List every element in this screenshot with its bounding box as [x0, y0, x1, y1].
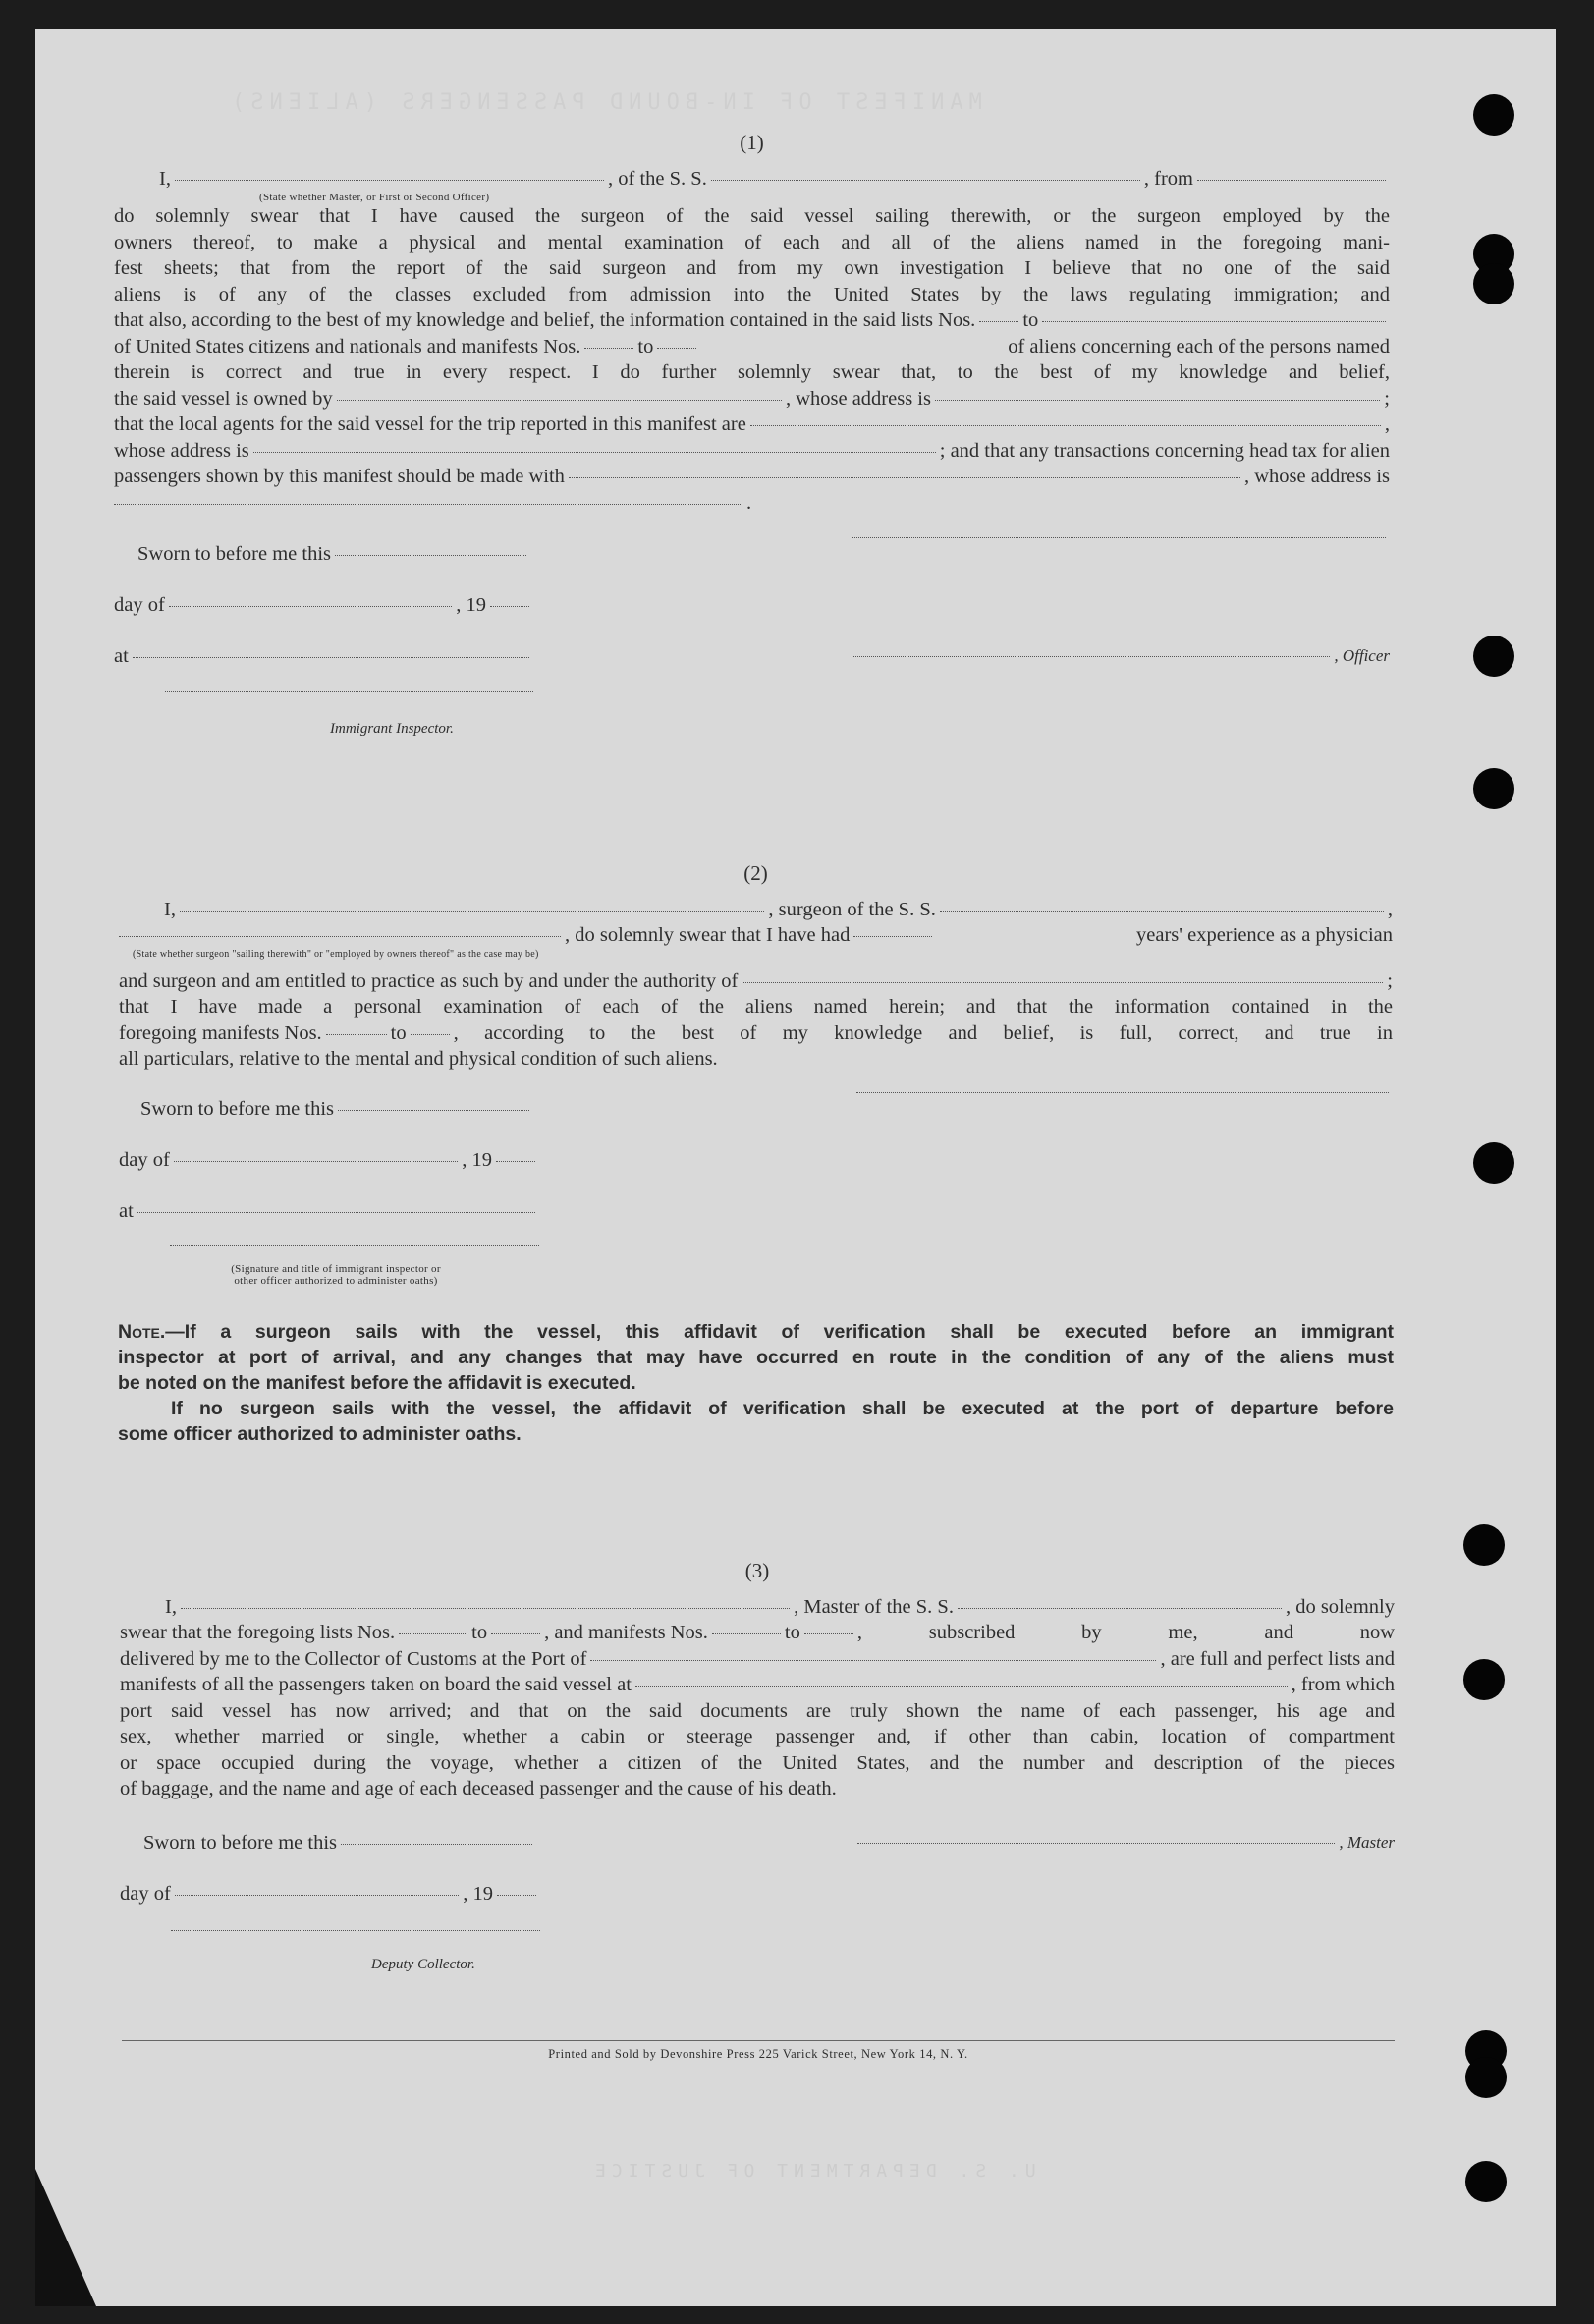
- folded-corner: [35, 2169, 96, 2306]
- departure-port-field[interactable]: [1197, 180, 1386, 181]
- owner-address-field[interactable]: [935, 400, 1380, 401]
- day-of-field[interactable]: [169, 606, 452, 607]
- year-field[interactable]: [490, 606, 529, 607]
- surgeon-signature-field[interactable]: [856, 1092, 1389, 1093]
- section-1: (1) I, , of the S. S. , from (State whether Master, or First or Second Officer) do solemnly swear that I have caused the surgeon of the said vessel sailing therewith, or the surgeon employed by the owners thereof, to make a physical and mental examination of each and all of the aliens named in the foregoing mani- fest sheets; that from the report of the said surgeon and from my own investigation I believe that no one of the said aliens is of any of the classes excluded from admission into the United States by the laws regulating immigration; and that also, according to the best of my knowledge and belief, the information contained in the said lists Nos. to of United States citizens and nationals and manifests Nos. to of aliens concerning each of the persons named therein is correct and true in every respect. I do further solemnly swear that, to the best of my knowledge and belief, the said vessel is owned by , whose address is ; that the local agents for the said vessel for the trip reported in this manifest are , whose address is ; and that any transactions concerning head tax for alien passengers shown by this manifest should be made with , whose address is . Sworn to before me this day of , 19 at , Officer Immigrant Inspector.: [114, 130, 1390, 743]
- vessel-owner-field[interactable]: [337, 400, 782, 401]
- punch-hole: [1473, 768, 1514, 809]
- surgeon-manifests-to-field[interactable]: [411, 1034, 450, 1035]
- surgeon-name-field[interactable]: [180, 911, 764, 912]
- bleed-through-text: MANIFEST OF IN-BOUND PASSENGERS (ALIENS): [226, 90, 982, 115]
- officer-rank-hint: (State whether Master, or First or Second Officer): [259, 192, 490, 203]
- manifests-nos-to-field[interactable]: [657, 348, 696, 349]
- deputy-collector-signature-field[interactable]: [171, 1930, 540, 1931]
- deputy-collector-label: Deputy Collector.: [371, 1956, 475, 1972]
- section-1-number: (1): [740, 131, 764, 154]
- at-place-field[interactable]: [133, 657, 529, 658]
- bleed-through-text-bottom: U. S. DEPARTMENT OF JUSTICE: [589, 2161, 1036, 2182]
- vessel-name-field[interactable]: [711, 180, 1140, 181]
- local-agents-field[interactable]: [750, 425, 1381, 426]
- boarding-port-field[interactable]: [635, 1686, 1288, 1687]
- officer-title-field[interactable]: [852, 656, 1330, 657]
- punch-hole: [1473, 1142, 1514, 1184]
- footer: [122, 2040, 1395, 2062]
- master-sworn-date-field[interactable]: [341, 1844, 532, 1845]
- master-day-of-field[interactable]: [175, 1895, 459, 1896]
- lists-nos-from-field[interactable]: [979, 321, 1018, 322]
- punch-hole: [1473, 263, 1514, 304]
- head-tax-address-field[interactable]: [114, 504, 742, 505]
- printer-imprint: Printed and Sold by Devonshire Press 225 Varick Street, New York 14, N. Y.: [548, 2047, 968, 2061]
- master-name-field[interactable]: [181, 1608, 790, 1609]
- surgeon-status-hint: (State whether surgeon "sailing therewith" or "employed by owners thereof" as the case may be): [133, 948, 539, 960]
- punch-hole: [1465, 2057, 1507, 2098]
- section-3-signatures: Sworn to before me this , Master day of , 19: [120, 1820, 1395, 1948]
- punch-hole: [1463, 1524, 1505, 1566]
- punch-hole: [1473, 94, 1514, 136]
- section-1-signatures: Sworn to before me this day of , 19 at , Officer: [114, 531, 1390, 718]
- master-lists-to-field[interactable]: [491, 1633, 540, 1634]
- inspector-label: Immigrant Inspector.: [330, 721, 454, 737]
- officer-signature-field[interactable]: [852, 537, 1386, 538]
- master-lists-from-field[interactable]: [399, 1633, 467, 1634]
- punch-hole: [1465, 2161, 1507, 2202]
- punch-hole: [1463, 1659, 1505, 1700]
- surgeon-day-of-field[interactable]: [174, 1161, 458, 1162]
- surgeon-sworn-date-field[interactable]: [338, 1110, 529, 1111]
- manifests-nos-from-field[interactable]: [584, 348, 633, 349]
- customs-port-field[interactable]: [590, 1660, 1156, 1661]
- note-block: Note.—If a surgeon sails with the vessel, this affidavit of verification shall be executed before an immigrant inspector at port of arrival, and any changes that may have occurred en route in the condition of any of the aliens must be noted on the manifest before the affidavit is executed. If no surgeon sails with the vessel, the affidavit of verification shall be executed at the port of departure before some officer authorized to administer oaths.: [118, 1321, 1394, 1445]
- sworn-date-field[interactable]: [335, 555, 526, 556]
- administering-officer-signature-field[interactable]: [170, 1245, 539, 1246]
- surgeon-manifests-from-field[interactable]: [326, 1034, 387, 1035]
- administering-officer-hint: (Signature and title of immigrant inspector or other officer authorized to administer oaths): [231, 1262, 441, 1287]
- surgeon-status-field[interactable]: [119, 936, 561, 937]
- inspector-signature-field[interactable]: [165, 691, 533, 692]
- surgeon-vessel-field[interactable]: [940, 911, 1384, 912]
- years-experience-field[interactable]: [853, 936, 932, 937]
- section-1-text: do solemnly swear that I have caused the surgeon of the said vessel sailing therewith, or the surgeon employed by the: [114, 205, 1390, 227]
- master-vessel-field[interactable]: [958, 1608, 1282, 1609]
- section-3: (3) I, , Master of the S. S. , do solemnly swear that the foregoing lists Nos. to , and manifests Nos. to , subscribed by me, and now delivered by me to the Collector of Customs at the Port of , are full and perfect lists and manifests of all the passengers taken on board the said vessel at , from which port said vessel has now arrived; and that on the said documents are truly shown the name of each passenger, his age and sex, whether married or single, whether a cabin or steerage passenger and, if other than cabin, location of compartment or space occupied during the voyage, whether a citizen of the United States, and the number and description of the pieces of baggage, and the name and age of each deceased passenger and the cause of his death. Sworn to before me this , Master day of , 19 Deputy Collector.: [120, 1558, 1395, 1977]
- punch-hole: [1473, 636, 1514, 677]
- head-tax-contact-field[interactable]: [569, 477, 1240, 478]
- section-2-signatures: Sworn to before me this day of , 19 at: [119, 1086, 1393, 1263]
- master-year-field[interactable]: [497, 1895, 536, 1896]
- lists-nos-to-field[interactable]: [1042, 321, 1386, 322]
- section-3-number: (3): [744, 1559, 770, 1582]
- section-1-line-1: I, , of the S. S. , from: [114, 166, 1390, 193]
- agents-address-field[interactable]: [253, 452, 936, 453]
- master-manifests-to-field[interactable]: [804, 1633, 853, 1634]
- section-2: (2) I, , surgeon of the S. S. , , do solemnly swear that I have had years' experience as a physician (State whether surgeon "sailing therewith" or "employed by owners thereof" as the case may be) and surgeon and am entitled to practice as such by and under the authority of ; that I have made a personal examination of each of the aliens named herein; and that the information contained in the foregoing manifests Nos. to , according to the best of my knowledge and belief, is full, correct, and true in all particulars, relative to the mental and physical condition of such aliens. Sworn to before me this day of , 19 at (Signature and title of immigrant inspector or other officer authorized to administer oaths): [119, 861, 1393, 1287]
- note-label: Note.: [118, 1321, 166, 1343]
- practice-authority-field[interactable]: [742, 982, 1383, 983]
- section-2-number: (2): [743, 861, 768, 885]
- master-manifests-from-field[interactable]: [712, 1633, 781, 1634]
- officer-rank-field[interactable]: [175, 180, 604, 181]
- surgeon-at-place-field[interactable]: [137, 1212, 535, 1213]
- surgeon-year-field[interactable]: [496, 1161, 535, 1162]
- master-signature-field[interactable]: [857, 1843, 1335, 1844]
